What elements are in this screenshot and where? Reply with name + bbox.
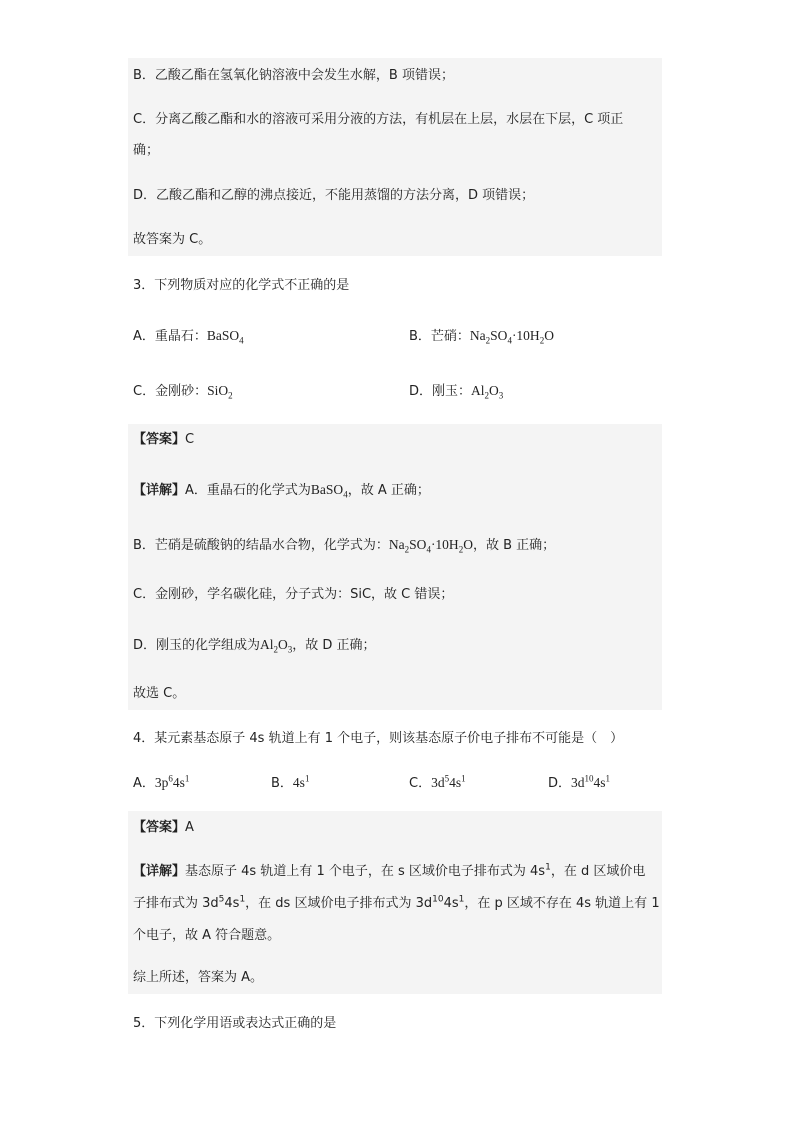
q4-detail-l2-c: ，在 ds 区域价电子排布式为 3d: [245, 896, 433, 911]
q4-detail-l1-text: 基态原子 4s 轨道上有 1 个电子，在 s 区域价电子排布式为 4s: [185, 864, 546, 879]
q4-conclusion: 综上所述，答案为 A。: [133, 970, 264, 985]
q3-option-c: [133, 381, 233, 401]
q4-answer: [133, 818, 194, 838]
q3-answer-tag: 【答案】: [133, 432, 186, 447]
q3-option-a: [133, 326, 244, 346]
q2-detail-c-line2: 确；: [133, 143, 160, 158]
q3-detail-d-formula: $Al_2O_3$: [260, 637, 293, 655]
q4-detail-line1: 【详解】基态原子 4s 轨道上有 1 个电子，在 s 区域价电子排布式为 $4s^1$，在 d 区域价电: [133, 862, 646, 879]
q3-detail-a-tail: ，故 A 正确；: [347, 483, 430, 498]
q3-stem: 3．下列物质对应的化学式不正确的是: [133, 278, 350, 293]
q3-detail-d-tail: ，故 D 正确；: [292, 638, 376, 653]
q3-option-d-formula: $Al_2O_3$: [471, 383, 504, 401]
q3-detail-c: C．金刚砂，学名碳化硅，分子式为：SiC，故 C 错误；: [133, 587, 454, 602]
q4-detail-l2-d: 4s: [443, 896, 459, 911]
q3-detail-tag: 【详解】: [133, 483, 186, 498]
q4-detail-line3: 个电子，故 A 符合题意。: [133, 928, 281, 943]
q3-option-c-label: C．金刚砂：: [133, 384, 208, 399]
q4-detail-tag: 【详解】: [133, 864, 186, 879]
q4-detail-l1-tail: ，在 d 区域价电: [550, 864, 646, 879]
q3-detail-b-tail: ，故 B 正确；: [472, 538, 556, 553]
answer-block-q3: [128, 424, 662, 710]
q4-option-b: B．$4s^1$: [271, 773, 310, 791]
q4-answer-tag: 【答案】: [133, 820, 186, 835]
q2-conclusion: 故答案为 C。: [133, 232, 212, 247]
q3-option-b-label: B．芒硝：: [409, 329, 470, 344]
q3-option-a-formula: BaSO$_4$: [206, 328, 244, 346]
q3-option-b: [409, 326, 554, 346]
q4-detail-l2-e: ，在 p 区域不存在 4s 轨道上有 1: [464, 896, 660, 911]
q5-stem: 5．下列化学用语或表达式正确的是: [133, 1016, 337, 1031]
q3-option-c-formula: SiO$_2$: [207, 383, 233, 401]
q4-detail-line2: 子排布式为 $3d^54s^1$，在 ds 区域价电子排布式为 $3d^{10}4s^1$，在 p 区域不存在 4s 轨道上有 1: [133, 894, 660, 911]
q3-detail-a-text: A．重晶石的化学式为: [185, 483, 311, 498]
q2-detail-d: D．乙酸乙酯和乙醇的沸点接近，不能用蒸馏的方法分离，D 项错误；: [133, 188, 535, 203]
q3-detail-b-formula: $Na_2SO_4\cdot 10H_2O$: [388, 537, 473, 555]
q3-option-a-label: A．重晶石：: [133, 329, 207, 344]
q3-detail-d: [133, 635, 376, 655]
q4-detail-l2-b: 4s: [224, 896, 240, 911]
q4-option-a: A．$3p^64s^1$: [133, 773, 190, 791]
q3-detail-b-text: B．芒硝是硫酸钠的结晶水合物，化学式为：: [133, 538, 389, 553]
q4-detail-l2-a: 子排布式为 3d: [133, 896, 219, 911]
q3-option-b-formula: $Na_2SO_4\cdot 10H_2O$: [469, 328, 554, 346]
q4-option-d: D．$3d^{10}4s^1$: [548, 773, 611, 791]
q2-detail-b: B．乙酸乙酯在氢氧化钠溶液中会发生水解，B 项错误；: [133, 68, 454, 83]
q3-conclusion: 故选 C。: [133, 686, 186, 701]
q3-detail-a-formula: BaSO$_4$: [310, 482, 348, 500]
q3-detail-a: [133, 480, 430, 500]
q3-detail-b: [133, 535, 555, 555]
q2-detail-c-line1: C．分离乙酸乙酯和水的溶液可采用分液的方法，有机层在上层，水层在下层，C 项正: [133, 112, 624, 127]
q3-answer-value: C: [185, 432, 195, 447]
q3-detail-d-text: D．刚玉的化学组成为: [133, 638, 261, 653]
q4-answer-value: A: [185, 820, 194, 835]
explanation-block-q2: [128, 58, 662, 256]
q4-option-c: C．$3d^54s^1$: [409, 773, 466, 791]
q3-answer: [133, 430, 194, 450]
q3-option-d: [409, 381, 503, 401]
q3-option-d-label: D．刚玉：: [409, 384, 472, 399]
q4-stem: 4．某元素基态原子 4s 轨道上有 1 个电子，则该基态原子价电子排布不可能是（ ）: [133, 731, 624, 746]
